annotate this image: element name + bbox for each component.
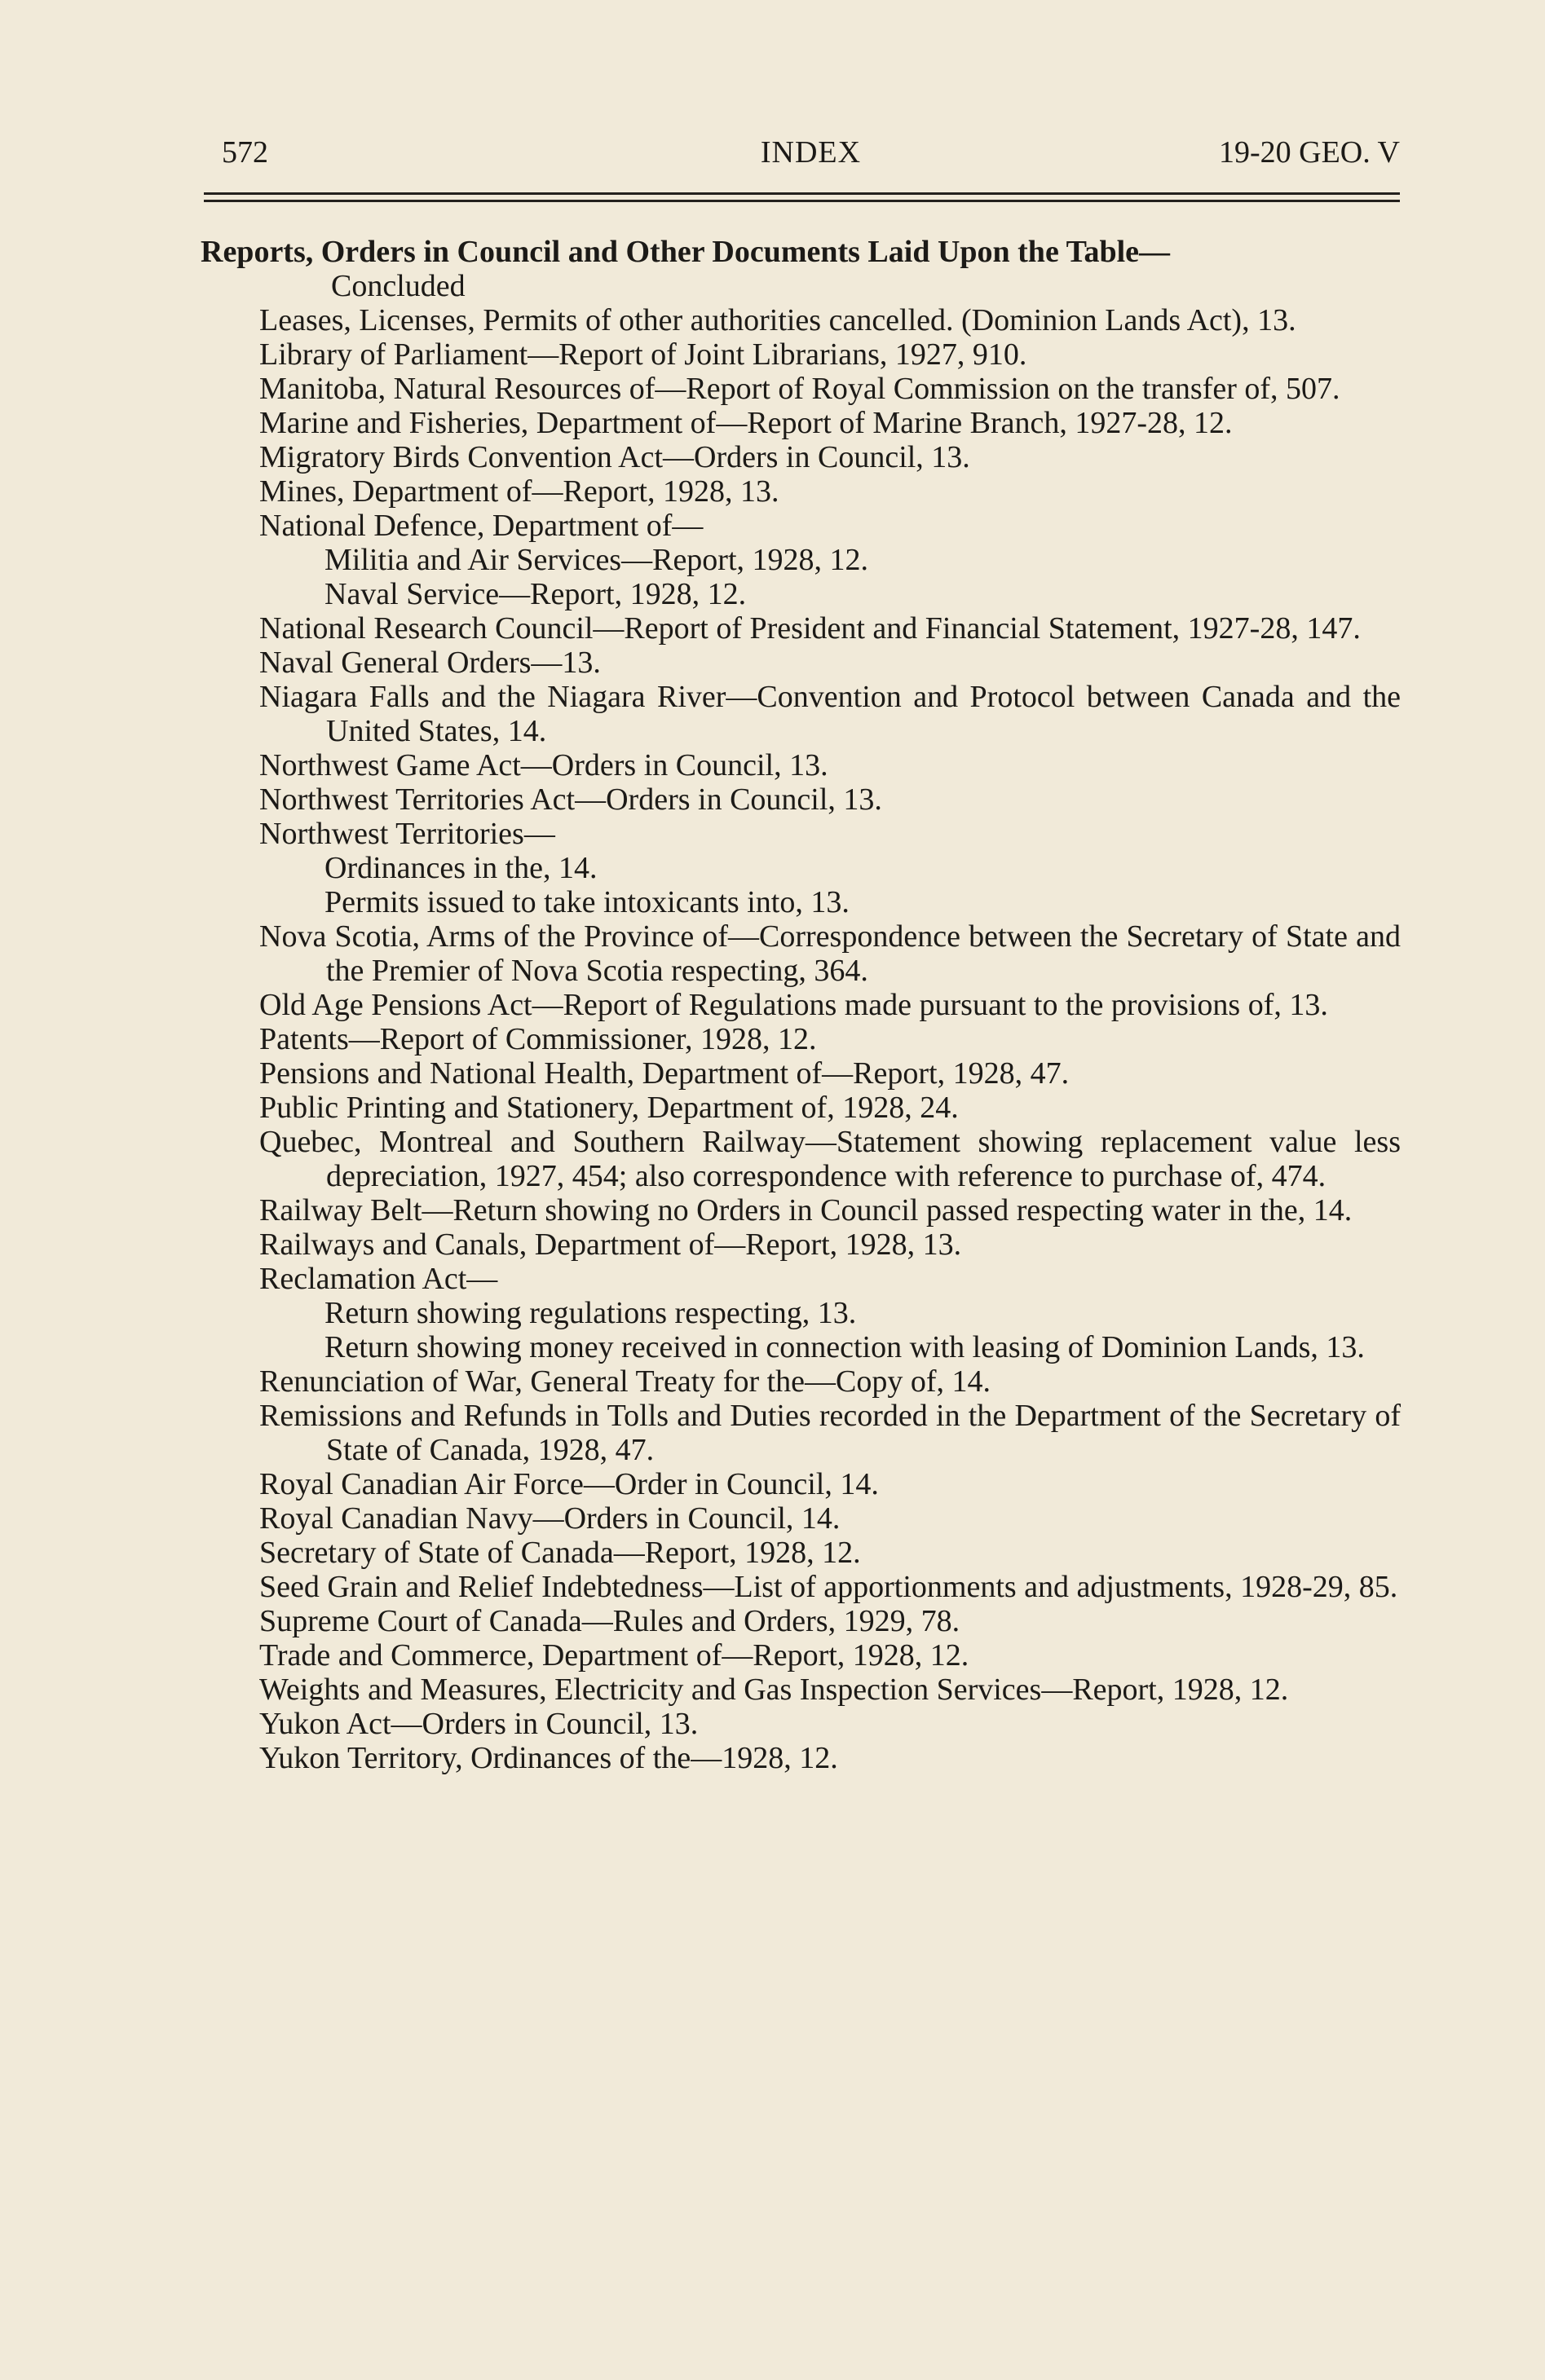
index-entry: Yukon Act—Orders in Council, 13. bbox=[259, 1707, 699, 1741]
index-subentry: Militia and Air Services—Report, 1928, 12. bbox=[324, 543, 869, 577]
index-subentry: Return showing money received in connection with leasing of Dominion Lands, 13. bbox=[324, 1330, 1365, 1364]
index-entry: Seed Grain and Relief Indebtedness—List of apportionments and adjustments, 1928-29, 85. bbox=[259, 1570, 1398, 1604]
index-entry: Remissions and Refunds in Tolls and Duties recorded in the Department of the Secretary of State of Canada, 1928, 47. bbox=[259, 1399, 1401, 1467]
page-number: 572 bbox=[222, 135, 268, 170]
index-entry: Secretary of State of Canada—Report, 1928, 12. bbox=[259, 1536, 861, 1570]
running-header bbox=[222, 132, 1400, 173]
index-entry: Library of Parliament—Report of Joint Librarians, 1927, 910. bbox=[259, 337, 1027, 372]
index-content bbox=[201, 235, 1401, 1775]
header-double-rule bbox=[204, 192, 1400, 207]
index-entry: Patents—Report of Commissioner, 1928, 12. bbox=[259, 1022, 817, 1056]
index-entry: Trade and Commerce, Department of—Report, 1928, 12. bbox=[259, 1638, 969, 1673]
index-entry: Weights and Measures, Electricity and Gas Inspection Services—Report, 1928, 12. bbox=[259, 1673, 1289, 1707]
index-subentry: Permits issued to take intoxicants into, 13. bbox=[324, 885, 850, 919]
index-entry-list bbox=[201, 303, 1401, 1775]
index-entry: Pensions and National Health, Department of—Report, 1928, 47. bbox=[259, 1056, 1070, 1091]
index-entry: Renunciation of War, General Treaty for the—Copy of, 14. bbox=[259, 1364, 991, 1399]
index-entry: Marine and Fisheries, Department of—Report of Marine Branch, 1927-28, 12. bbox=[259, 406, 1233, 440]
index-entry: Nova Scotia, Arms of the Province of—Correspondence between the Secretary of State and the Premier of Nova Scotia respecting, 364. bbox=[259, 919, 1401, 988]
index-entry: Royal Canadian Air Force—Order in Council, 14. bbox=[259, 1467, 879, 1501]
index-entry: Railway Belt—Return showing no Orders in Council passed respecting water in the, 14. bbox=[259, 1193, 1353, 1227]
index-entry: Migratory Birds Convention Act—Orders in Council, 13. bbox=[259, 440, 970, 474]
index-entry: Naval General Orders—13. bbox=[259, 646, 601, 680]
rule-top bbox=[204, 192, 1400, 195]
section-continued: Concluded bbox=[331, 269, 466, 303]
page-title: INDEX bbox=[760, 135, 862, 170]
index-entry: Northwest Game Act—Orders in Council, 13. bbox=[259, 748, 828, 782]
index-entry: Supreme Court of Canada—Rules and Orders, 1929, 78. bbox=[259, 1604, 960, 1638]
section-title: Reports, Orders in Council and Other Documents Laid Upon the Table— bbox=[201, 235, 1171, 269]
index-entry: Reclamation Act— bbox=[259, 1262, 498, 1296]
index-subentry: Ordinances in the, 14. bbox=[324, 851, 598, 885]
index-entry: National Research Council—Report of President and Financial Statement, 1927-28, 147. bbox=[259, 611, 1361, 646]
index-subentry: Return showing regulations respecting, 13. bbox=[324, 1296, 857, 1330]
index-entry: Northwest Territories— bbox=[259, 817, 555, 851]
index-entry: Leases, Licenses, Permits of other authorities cancelled. (Dominion Lands Act), 13. bbox=[259, 303, 1296, 337]
index-entry: Railways and Canals, Department of—Report, 1928, 13. bbox=[259, 1227, 962, 1262]
regnal-year: 19-20 GEO. V bbox=[1218, 135, 1400, 170]
index-entry: Old Age Pensions Act—Report of Regulations made pursuant to the provisions of, 13. bbox=[259, 988, 1328, 1022]
index-entry: Mines, Department of—Report, 1928, 13. bbox=[259, 474, 779, 509]
rule-bottom bbox=[204, 200, 1400, 202]
index-entry: Quebec, Montreal and Southern Railway—Statement showing replacement value less depreciation, 1927, 454; also correspondence with reference to purchase of, 474. bbox=[259, 1125, 1401, 1193]
section-heading bbox=[201, 235, 1401, 303]
index-entry: Northwest Territories Act—Orders in Council, 13. bbox=[259, 782, 882, 817]
index-entry: Niagara Falls and the Niagara River—Convention and Protocol between Canada and the United States, 14. bbox=[259, 680, 1401, 748]
index-entry: Public Printing and Stationery, Department of, 1928, 24. bbox=[259, 1091, 959, 1125]
index-entry: Manitoba, Natural Resources of—Report of Royal Commission on the transfer of, 507. bbox=[259, 372, 1340, 406]
index-entry: Royal Canadian Navy—Orders in Council, 14. bbox=[259, 1501, 841, 1536]
index-subentry: Naval Service—Report, 1928, 12. bbox=[324, 577, 747, 611]
index-entry: Yukon Territory, Ordinances of the—1928, 12. bbox=[259, 1741, 838, 1775]
index-entry: National Defence, Department of— bbox=[259, 509, 704, 543]
